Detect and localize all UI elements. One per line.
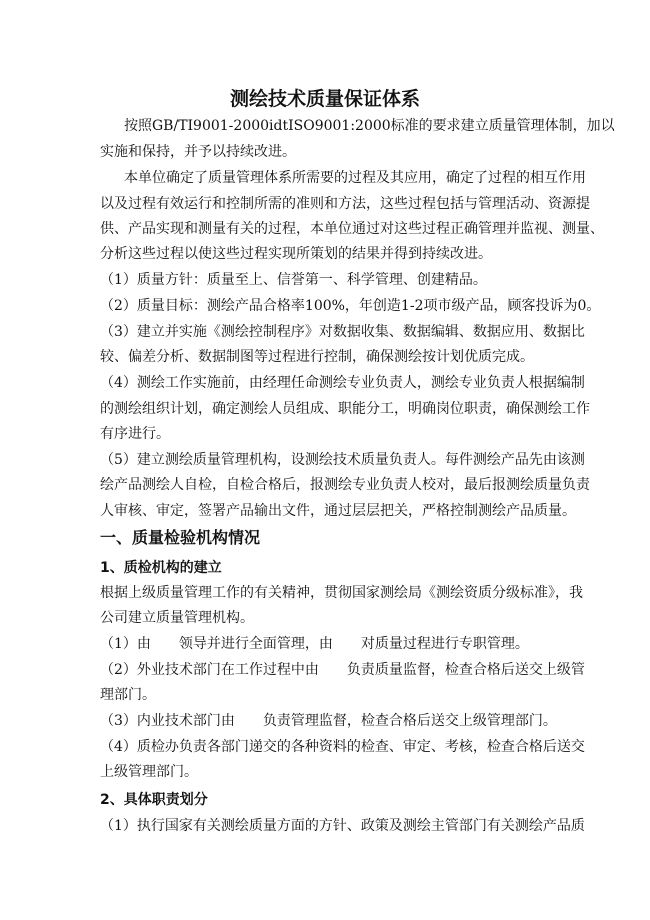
paragraph-line: 以及过程有效运行和控制所需的准则和方法，这些过程包括与管理活动、资源提 (100, 196, 590, 212)
list-item-line: 人审核、审定，签署产品输出文件，通过层层把关，严格控制测绘产品质量。 (100, 503, 576, 519)
list-item-line: （3）内业技术部门由 负责管理监督，检查合格后送交上级管理部门。 (100, 713, 557, 729)
paragraph-line: 实施和保持，并予以持续改进。 (100, 144, 296, 160)
section-heading: 一、质量检验机构情况 (100, 528, 261, 547)
paragraph-line: 公司建立质量管理机构。 (100, 610, 254, 626)
list-item-line: 的测绘组织计划，确定测绘人员组成、职能分工，明确岗位职责，确保测绘工作 (100, 401, 590, 417)
list-item-line: （4）测绘工作实施前，由经理任命测绘专业负责人，测绘专业负责人根据编制 (100, 375, 585, 391)
subsection-heading: 1、质检机构的建立 (100, 560, 222, 576)
list-item-line: （1）执行国家有关测绘质量方面的方针、政策及测绘主管部门有关测绘产品质 (100, 818, 585, 834)
list-item-line: （3）建立并实施《测绘控制程序》对数据收集、数据编辑、数据应用、数据比 (100, 324, 585, 340)
paragraph-line: 按照GB/TI9001-2000idtISO9001:2000标准的要求建立质量管理体制，加以 (124, 118, 615, 134)
list-item-line: （1）由 领导并进行全面管理，由 对质量过程进行专职管理。 (100, 636, 529, 652)
list-item-line: （1）质量方针：质量至上、信誉第一、科学管理、创建精品。 (100, 272, 487, 288)
list-item-line: 有序进行。 (100, 426, 170, 442)
list-item-line: （4）质检办负责各部门递交的各种资料的检查、审定、考核，检查合格后送交 (100, 739, 585, 755)
list-item-line: （2）质量目标：测绘产品合格率100%，年创造1-2项市级产品，顾客投诉为0。 (100, 298, 601, 314)
list-item-line: 理部门。 (100, 687, 156, 703)
list-item-line: 较、偏差分析、数据制图等过程进行控制，确保测绘按计划优质完成。 (100, 349, 534, 365)
paragraph-line: 本单位确定了质量管理体系所需要的过程及其应用，确定了过程的相互作用 (124, 170, 586, 186)
list-item-line: 上级管理部门。 (100, 764, 198, 780)
list-item-line: 绘产品测绘人自检，自检合格后，报测绘专业负责人校对，最后报测绘质量负责 (100, 477, 590, 493)
paragraph-line: 供、产品实现和测量有关的过程，本单位通过对这些过程正确管理并监视、测量、 (100, 221, 604, 237)
paragraph-line: 根据上级质量管理工作的有关精神，贯彻国家测绘局《测绘资质分级标准》，我 (100, 585, 583, 601)
subsection-heading: 2、具体职责划分 (100, 792, 208, 808)
paragraph-line: 分析这些过程以使这些过程实现所策划的结果并得到持续改进。 (100, 246, 492, 262)
list-item-line: （5）建立测绘质量管理机构，设测绘技术质量负责人。每件测绘产品先由该测 (100, 452, 585, 468)
list-item-line: （2）外业技术部门在工作过程中由 负责质量监督，检查合格后送交上级管 (100, 662, 585, 678)
document-title: 测绘技术质量保证体系 (229, 88, 420, 110)
